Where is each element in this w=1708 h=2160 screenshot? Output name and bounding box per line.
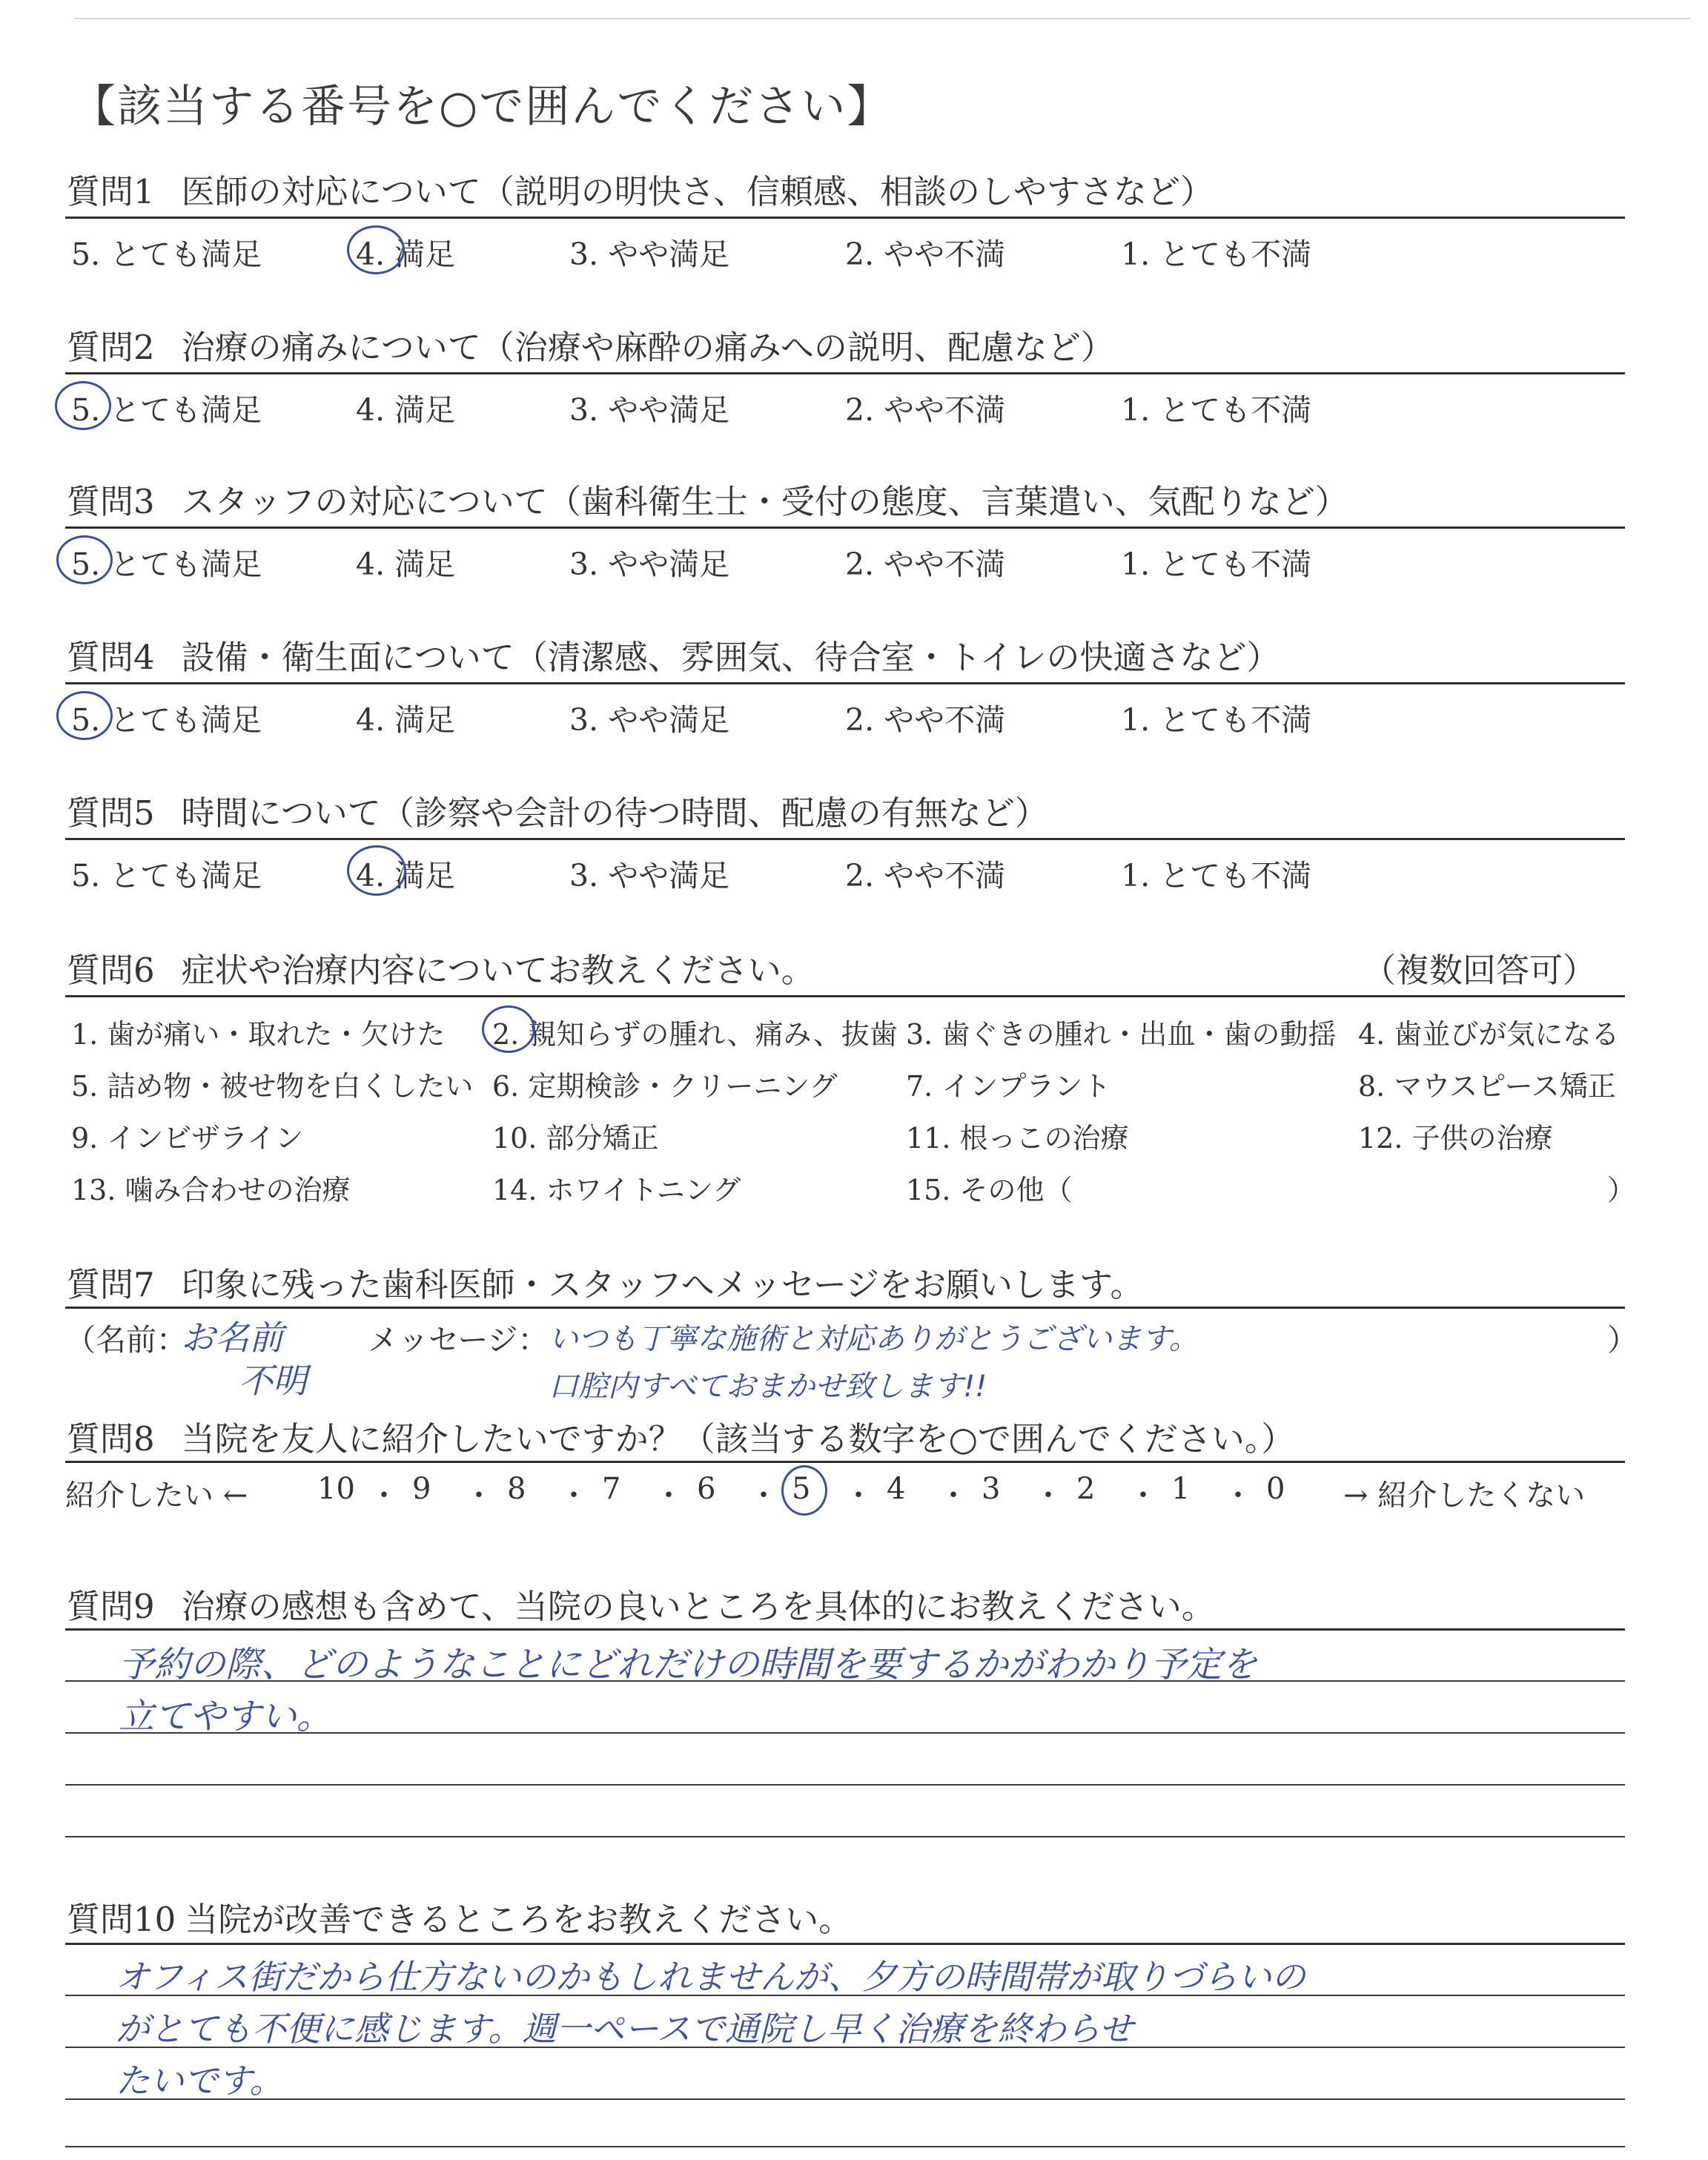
- symptom-15[interactable]: 15. その他（: [906, 1174, 1073, 1206]
- symptom-5[interactable]: 5. 詰め物・被せ物を白くしたい: [71, 1070, 474, 1103]
- scale-separator-dot: ・: [939, 1479, 968, 1513]
- q3-option-2[interactable]: 2. やや不満: [845, 546, 1006, 582]
- q3-option-5[interactable]: 5. とても満足: [71, 546, 262, 582]
- question-4: 質問4 設備・衛生面について（清潔感、雰囲気、待合室・トイレの快適さなど）: [67, 638, 1280, 677]
- q10-line-1: [65, 1995, 1625, 1996]
- symptom-7[interactable]: 7. インプラント: [906, 1070, 1111, 1103]
- q10-handwriting-3: たいです。: [116, 2061, 284, 2101]
- q9-line-3: [65, 1784, 1625, 1786]
- q6-multiple-note: （複数回答可）: [1363, 951, 1597, 990]
- top-rule: [74, 18, 1690, 19]
- symptom-2[interactable]: 2. 親知らずの腫れ、痛み、抜歯: [492, 1018, 898, 1051]
- q9-line-2: [65, 1732, 1625, 1734]
- scale-separator-dot: ・: [1223, 1479, 1253, 1513]
- scale-value-5[interactable]: 5: [792, 1472, 811, 1506]
- symptom-15-close: ）: [1607, 1174, 1636, 1206]
- q2-option-1[interactable]: 1. とても不満: [1121, 392, 1312, 428]
- question-1-rule: [65, 217, 1625, 219]
- question-8: 質問8 当院を友人に紹介したいですか？（該当する数字を○で囲んでください。）: [67, 1419, 1295, 1459]
- q7-name-handwriting-1: お名前: [181, 1318, 283, 1358]
- q7-message-label: メッセージ：: [368, 1322, 549, 1358]
- symptom-14[interactable]: 14. ホワイトニング: [492, 1174, 741, 1206]
- q9-handwriting-2: 立てやすい。: [119, 1696, 333, 1737]
- q8-right-label: → 紹介したくない: [1343, 1479, 1586, 1513]
- scale-value-8[interactable]: 8: [507, 1472, 526, 1506]
- q4-option-1[interactable]: 1. とても不満: [1121, 702, 1312, 738]
- q5-option-3[interactable]: 3. やや満足: [569, 858, 730, 894]
- question-5-rule: [65, 838, 1625, 840]
- symptom-10[interactable]: 10. 部分矯正: [492, 1122, 659, 1155]
- q4-answer-circle: [56, 691, 113, 740]
- question-5: 質問5 時間について（診察や会計の待つ時間、配慮の有無など）: [67, 793, 1048, 833]
- symptom-9[interactable]: 9. インビザライン: [71, 1122, 304, 1155]
- question-4-rule: [65, 682, 1625, 684]
- symptom-12[interactable]: 12. 子供の治療: [1358, 1122, 1553, 1155]
- symptom-6[interactable]: 6. 定期検診・クリーニング: [492, 1070, 838, 1103]
- q10-handwriting-2: がとても不便に感じます。週一ペースで通院し早く治療を終わらせ: [116, 2009, 1133, 2049]
- scale-value-4[interactable]: 4: [887, 1472, 906, 1506]
- q8-left-label: 紹介したい ←: [65, 1479, 248, 1513]
- scale-separator-dot: ・: [464, 1479, 494, 1513]
- symptom-13[interactable]: 13. 噛み合わせの治療: [71, 1174, 351, 1206]
- question-6: 質問6 症状や治療内容についてお教えください。: [67, 951, 815, 990]
- scale-value-7[interactable]: 7: [602, 1472, 621, 1506]
- symptom-8[interactable]: 8. マウスピース矯正: [1358, 1070, 1616, 1103]
- question-2-rule: [65, 372, 1625, 374]
- question-9-rule: [65, 1628, 1625, 1631]
- instruction-heading: 【該当する番号を○で囲んでください】: [71, 81, 893, 133]
- scale-value-6[interactable]: 6: [697, 1472, 716, 1506]
- question-9: 質問9 治療の感想も含めて、当院の良いところを具体的にお教えください。: [67, 1587, 1215, 1626]
- scale-value-9[interactable]: 9: [412, 1472, 431, 1506]
- q9-line-1: [65, 1680, 1625, 1682]
- question-10: 質問10 当院が改善できるところをお教えください。: [67, 1900, 853, 1939]
- q2-option-3[interactable]: 3. やや満足: [569, 392, 730, 428]
- q10-line-4: [65, 2146, 1625, 2147]
- scale-separator-dot: ・: [559, 1479, 589, 1513]
- q7-message-handwriting-2: 口腔内すべておまかせ致します!!: [549, 1370, 987, 1404]
- question-10-rule: [65, 1943, 1625, 1945]
- q9-line-4: [65, 1836, 1625, 1837]
- q10-line-3: [65, 2098, 1625, 2100]
- scale-separator-dot: ・: [844, 1479, 873, 1513]
- scale-value-0[interactable]: 0: [1266, 1472, 1285, 1506]
- scale-separator-dot: ・: [654, 1479, 683, 1513]
- q1-option-2[interactable]: 2. やや不満: [845, 237, 1006, 272]
- symptom-3[interactable]: 3. 歯ぐきの腫れ・出血・歯の動揺: [906, 1018, 1337, 1051]
- question-2: 質問2 治療の痛みについて（治療や麻酔の痛みへの説明、配慮など）: [67, 328, 1114, 367]
- q3-option-4[interactable]: 4. 満足: [356, 546, 456, 582]
- scale-separator-dot: ・: [1033, 1479, 1063, 1513]
- q5-option-4[interactable]: 4. 満足: [356, 858, 456, 894]
- q9-handwriting-1: 予約の際、どのようなことにどれだけの時間を要するかがわかり予定を: [119, 1644, 1258, 1685]
- q5-answer-circle: [347, 845, 406, 896]
- q4-option-5[interactable]: 5. とても満足: [71, 702, 262, 738]
- q4-option-3[interactable]: 3. やや満足: [569, 702, 730, 738]
- question-3: 質問3 スタッフの対応について（歯科衛生士・受付の態度、言葉遣い、気配りなど）: [67, 482, 1348, 521]
- question-3-rule: [65, 526, 1625, 529]
- q1-answer-circle: [347, 225, 405, 274]
- q1-option-4[interactable]: 4. 満足: [356, 237, 456, 272]
- scale-separator-dot: ・: [749, 1479, 778, 1513]
- q4-option-2[interactable]: 2. やや不満: [845, 702, 1006, 738]
- question-8-rule: [65, 1461, 1625, 1463]
- scale-value-3[interactable]: 3: [982, 1472, 1001, 1506]
- q8-answer-circle: [781, 1465, 827, 1516]
- symptom-11[interactable]: 11. 根っこの治療: [906, 1122, 1129, 1155]
- q7-close-paren: ）: [1607, 1322, 1638, 1358]
- question-7-rule: [65, 1307, 1625, 1309]
- q2-answer-circle: [55, 381, 111, 430]
- scale-value-1[interactable]: 1: [1171, 1472, 1191, 1506]
- q6-answer-circle: [482, 1005, 535, 1053]
- question-7: 質問7 印象に残った歯科医師・スタッフへメッセージをお願いします。: [67, 1265, 1144, 1304]
- scale-value-2[interactable]: 2: [1076, 1472, 1096, 1506]
- q3-option-3[interactable]: 3. やや満足: [569, 546, 730, 582]
- q5-option-1[interactable]: 1. とても不満: [1121, 858, 1312, 894]
- q7-name-label: （名前：: [65, 1322, 187, 1358]
- symptom-4[interactable]: 4. 歯並びが気になる: [1358, 1018, 1620, 1051]
- q3-option-1[interactable]: 1. とても不満: [1121, 546, 1312, 582]
- scale-value-10[interactable]: 10: [317, 1472, 355, 1506]
- q2-option-2[interactable]: 2. やや不満: [845, 392, 1006, 428]
- q1-option-5[interactable]: 5. とても満足: [71, 237, 262, 272]
- q2-option-4[interactable]: 4. 満足: [356, 392, 456, 428]
- scale-separator-dot: ・: [1128, 1479, 1158, 1513]
- question-1: 質問1 医師の対応について（説明の明快さ、信頼感、相談のしやすさなど）: [67, 172, 1214, 211]
- question-6-rule: [65, 995, 1625, 997]
- q2-option-5[interactable]: 5. とても満足: [71, 392, 262, 428]
- q10-handwriting-1: オフィス街だから仕方ないのかもしれませんが、夕方の時間帯が取りづらいの: [116, 1957, 1305, 1997]
- q4-option-4[interactable]: 4. 満足: [356, 702, 456, 738]
- q7-name-handwriting-2: 不明: [239, 1361, 307, 1401]
- q1-option-1[interactable]: 1. とても不満: [1121, 237, 1312, 272]
- q1-option-3[interactable]: 3. やや満足: [569, 237, 730, 272]
- q5-option-5[interactable]: 5. とても満足: [71, 858, 262, 894]
- q7-message-handwriting-1: いつも丁寧な施術と対応ありがとうございます。: [549, 1322, 1199, 1356]
- q10-line-2: [65, 2047, 1625, 2048]
- symptom-1[interactable]: 1. 歯が痛い・取れた・欠けた: [71, 1018, 446, 1051]
- q3-answer-circle: [56, 535, 113, 584]
- scale-separator-dot: ・: [369, 1479, 399, 1513]
- q5-option-2[interactable]: 2. やや不満: [845, 858, 1006, 894]
